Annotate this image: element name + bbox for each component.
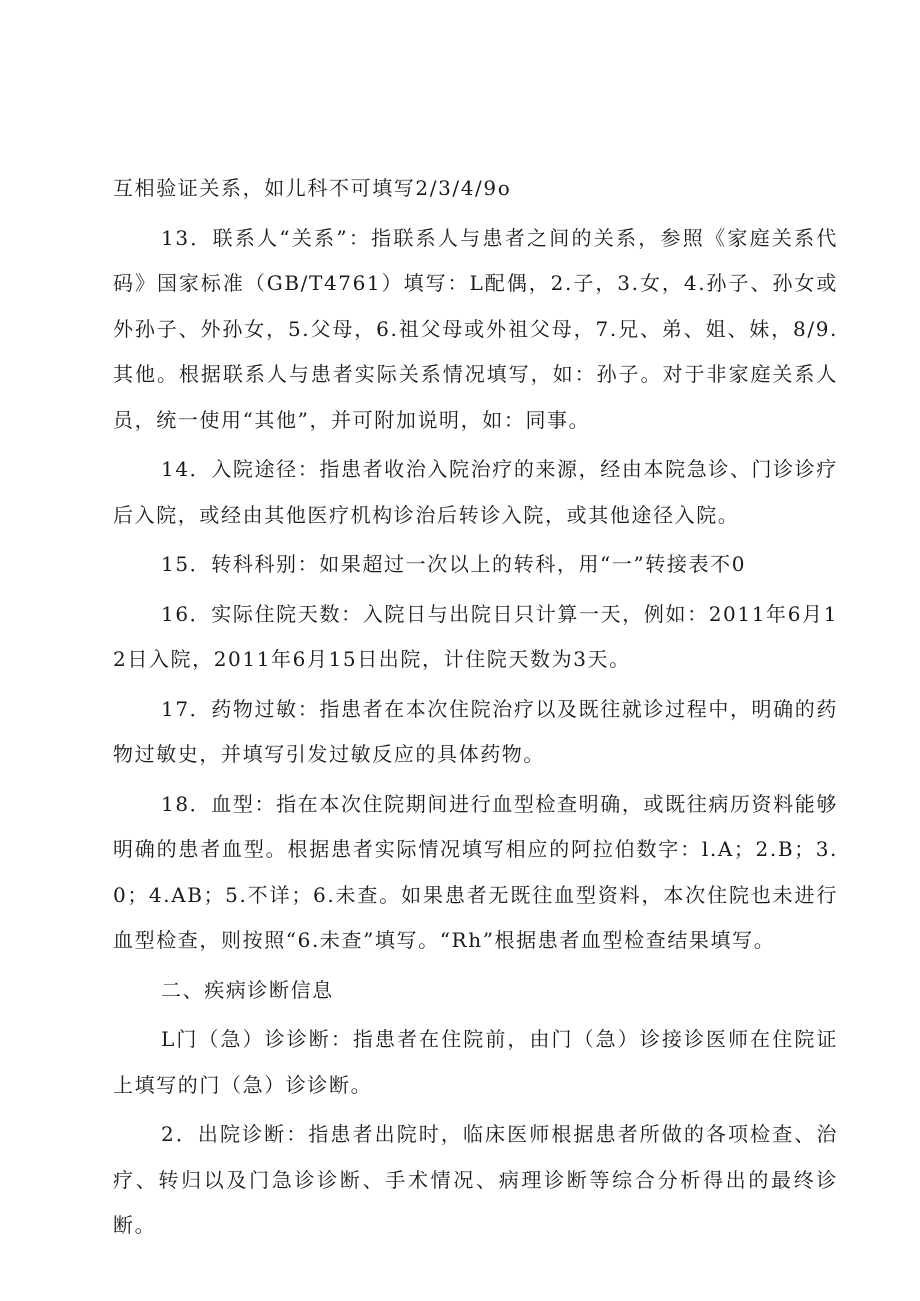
paragraph-item-18-blood-type: 18．血型：指在本次住院期间进行血型检查明确，或既往病历资料能够明确的患者血型。根据患者实际情况填写相应的阿拉伯数字：l.A；2.B；3.0；4.AB；5.不详；6.未查。如果患者无既往血型资料，本次住院也未进行血型检查，则按照“6.未查”填写。“Rh”根据患者血型检查结果填写。 (113, 791, 838, 952)
paragraph-item-13-contact-relation: 13．联系人“关系”：指联系人与患者之间的关系，参照《家庭关系代码》国家标准（GB/T4761）填写：L配偶，2.子，3.女，4.孙子、孙女或外孙子、外孙女，5.父母，6.祖父母或外祖父母，7.兄、弟、姐、妹，8/9.其他。根据联系人与患者实际关系情况填写，如：孙子。对于非家庭关系人员，统一使用“其他”，并可附加说明，如：同事。 (113, 225, 838, 432)
paragraph-item-15-department-transfer: 15．转科科别：如果超过一次以上的转科，用“一”转接表不0 (161, 552, 747, 576)
paragraph-item-16-hospital-days: 16．实际住院天数：入院日与出院日只计算一天，例如：2011年6月12日入院，2011年6月15日出院，计住院天数为3天。 (113, 601, 838, 671)
paragraph-continuation: 互相验证关系，如儿科不可填写2/3/4/9o (113, 176, 512, 200)
section-heading-diagnosis-info: 二、疾病诊断信息 (161, 977, 334, 1002)
paragraph-diagnosis-1-outpatient: L门（急）诊诊断：指患者在住院前，由门（急）诊接诊医师在住院证上填写的门（急）诊诊断。 (113, 1027, 838, 1097)
paragraph-item-14-admission-route: 14．入院途径：指患者收治入院治疗的来源，经由本院急诊、门诊诊疗后入院，或经由其他医疗机构诊治后转诊入院，或其他途径入院。 (113, 457, 838, 527)
paragraph-diagnosis-2-discharge: 2．出院诊断：指患者出院时，临床医师根据患者所做的各项检查、治疗、转归以及门急诊诊断、手术情况、病理诊断等综合分析得出的最终诊断。 (113, 1122, 838, 1237)
paragraph-item-17-drug-allergy: 17．药物过敏：指患者在本次住院治疗以及既往就诊过程中，明确的药物过敏史，并填写引发过敏反应的具体药物。 (113, 696, 838, 766)
document-body (113, 166, 838, 1253)
